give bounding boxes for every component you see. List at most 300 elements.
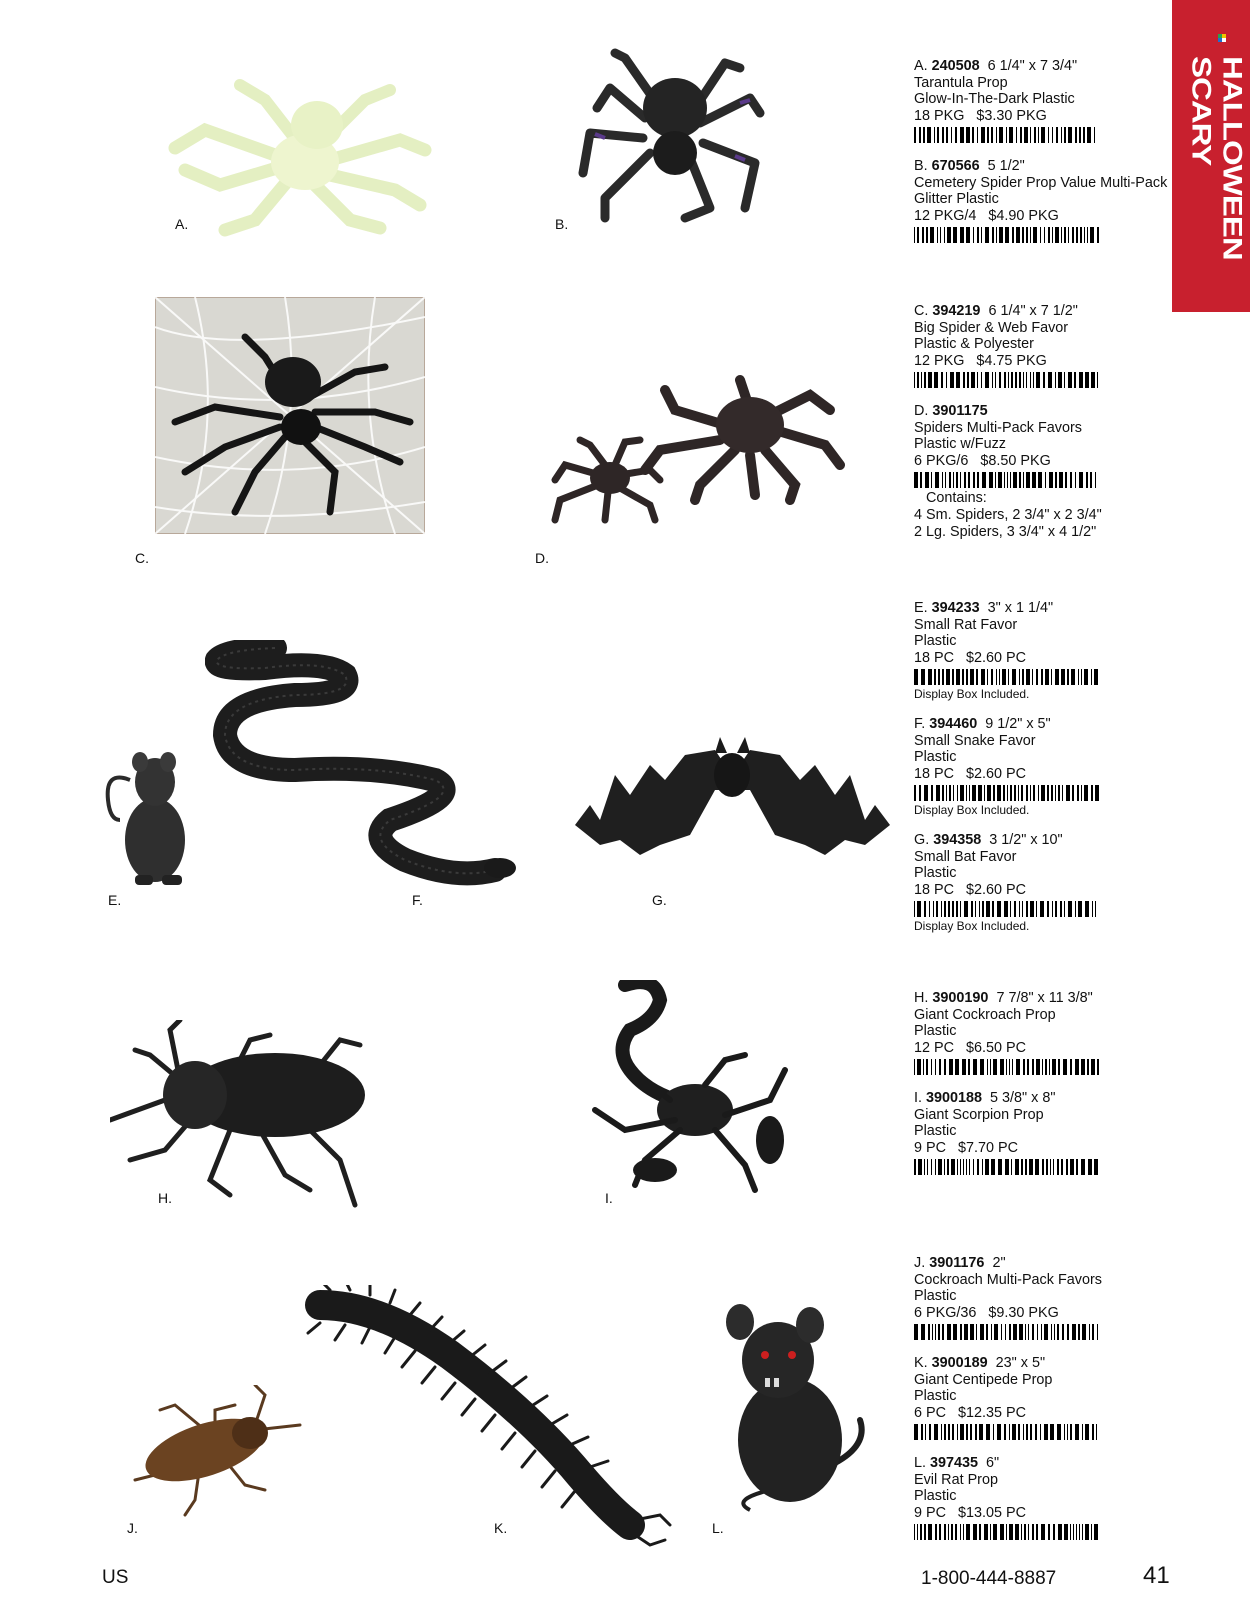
barcode-bar: [951, 127, 952, 143]
barcode-bar: [1005, 1159, 1009, 1175]
barcode-bar: [1049, 472, 1053, 488]
barcode-bar: [925, 472, 929, 488]
barcode-bar: [1070, 1424, 1072, 1440]
barcode-bar: [993, 785, 995, 801]
barcode-bar: [1030, 372, 1031, 388]
barcode-bar: [917, 372, 919, 388]
product-line: 12 PC $6.50 PC: [914, 1039, 1026, 1056]
barcode-bar: [944, 1524, 946, 1540]
barcode-bar: [1008, 372, 1009, 388]
barcode-bar: [935, 1524, 937, 1540]
barcode-bar: [1097, 1324, 1098, 1340]
image-label-d: D.: [535, 550, 549, 566]
barcode-bar: [991, 669, 993, 685]
image-label-c: C.: [135, 550, 149, 566]
barcode: [914, 127, 1102, 143]
product-sku: 670566: [931, 158, 980, 174]
contains-item: 4 Sm. Spiders, 2 3/4" x 2 3/4": [914, 506, 1102, 523]
barcode-bar: [956, 472, 958, 488]
barcode-bar: [926, 227, 928, 243]
product-l: [914, 1455, 1164, 1540]
barcode-bar: [917, 901, 921, 917]
barcode-bar: [1092, 1324, 1094, 1340]
barcode-bar: [987, 785, 991, 801]
barcode: [914, 1424, 1102, 1440]
barcode-bar: [1021, 785, 1023, 801]
barcode-bar: [946, 372, 947, 388]
barcode-bar: [1079, 372, 1083, 388]
barcode-bar: [1011, 372, 1013, 388]
barcode-bar: [1009, 127, 1013, 143]
product-letter: I.: [914, 1090, 922, 1106]
barcode-bar: [1002, 669, 1006, 685]
barcode-bar: [982, 1159, 983, 1175]
barcode-bar: [951, 1524, 953, 1540]
product-size: 3" x 1 1/4": [987, 600, 1054, 616]
product-line: 6 PKG/36 $9.30 PKG: [914, 1304, 1059, 1321]
barcode-bar: [1078, 901, 1082, 917]
product-line: 9 PC $13.05 PC: [914, 1504, 1026, 1521]
barcode-bar: [1055, 372, 1056, 388]
barcode-bar: [955, 127, 957, 143]
barcode-bar: [975, 901, 976, 917]
product-c: [914, 303, 1164, 388]
barcode-bar: [957, 785, 958, 801]
barcode-bar: [981, 227, 982, 243]
product-line: Plastic: [914, 1288, 957, 1305]
product-line: Plastic: [914, 633, 957, 650]
barcode-bar: [1026, 472, 1030, 488]
barcode-bar: [984, 785, 985, 801]
barcode-bar: [963, 372, 965, 388]
barcode-bar: [1030, 127, 1031, 143]
product-line: 12 PKG $4.75 PKG: [914, 352, 1047, 369]
small-snake-image: [205, 640, 530, 890]
barcode-bar: [995, 372, 996, 388]
product-f: [914, 716, 1164, 818]
barcode-bar: [934, 669, 936, 685]
barcode-bar: [1091, 1524, 1092, 1540]
color-dot-icon: [1218, 34, 1226, 42]
barcode-bar: [1011, 1159, 1012, 1175]
barcode-bar: [999, 669, 1000, 685]
evil-rat-image: [710, 1300, 870, 1515]
barcode-bar: [936, 785, 940, 801]
barcode-bar: [985, 227, 989, 243]
barcode-bar: [1091, 669, 1092, 685]
barcode-bar: [1078, 669, 1079, 685]
barcode-bar: [1070, 472, 1072, 488]
barcode-bar: [914, 372, 915, 388]
barcode-bar: [1010, 901, 1011, 917]
barcode-bar: [1009, 1424, 1010, 1440]
barcode-bar: [1096, 1424, 1097, 1440]
barcode-bar: [1094, 127, 1095, 143]
barcode-bar: [1006, 1524, 1007, 1540]
product-sku: 3900189: [931, 1355, 988, 1371]
image-label-h: H.: [158, 1190, 172, 1206]
barcode-bar: [1030, 227, 1031, 243]
barcode-bar: [1050, 1424, 1054, 1440]
barcode-bar: [1095, 472, 1096, 488]
barcode-bar: [985, 1159, 989, 1175]
product-i: [914, 1090, 1164, 1175]
product-letter: J.: [914, 1255, 926, 1271]
cockroach-multipack-image: [115, 1385, 305, 1520]
barcode-bar: [960, 1524, 961, 1540]
barcode-bar: [1075, 1059, 1079, 1075]
barcode-bar: [932, 1324, 933, 1340]
barcode-bar: [927, 127, 931, 143]
barcode-bar: [938, 669, 940, 685]
barcode-bar: [1061, 1159, 1063, 1175]
barcode: [914, 785, 1102, 801]
barcode-bar: [1016, 127, 1017, 143]
barcode-bar: [979, 1424, 983, 1440]
barcode-bar: [920, 1524, 922, 1540]
product-line: Plastic & Polyester: [914, 336, 1034, 353]
barcode-bar: [1067, 1324, 1069, 1340]
spider-web-image: [155, 297, 425, 534]
barcode-bar: [942, 669, 944, 685]
barcode-bar: [979, 1524, 981, 1540]
product-letter: G.: [914, 832, 930, 848]
barcode-bar: [1062, 1324, 1064, 1340]
product-note: Display Box Included.: [914, 919, 1030, 934]
barcode-bar: [962, 669, 964, 685]
barcode-bar: [1019, 472, 1021, 488]
barcode-bar: [1048, 227, 1050, 243]
barcode-bar: [928, 669, 932, 685]
barcode-bar: [1080, 227, 1082, 243]
barcode-bar: [1007, 472, 1008, 488]
barcode-bar: [928, 1524, 932, 1540]
barcode-bar: [1013, 1324, 1017, 1340]
barcode-bar: [977, 127, 978, 143]
barcode-bar: [946, 127, 948, 143]
barcode-bar: [1048, 127, 1049, 143]
barcode-bar: [1091, 785, 1093, 801]
barcode: [914, 1524, 1102, 1540]
barcode-bar: [960, 127, 964, 143]
barcode-bar: [952, 1424, 954, 1440]
barcode-bar: [1026, 785, 1028, 801]
barcode-bar: [919, 785, 921, 801]
barcode-bar: [1018, 785, 1019, 801]
barcode-bar: [1016, 1059, 1020, 1075]
product-size: 6 1/4" x 7 3/4": [987, 58, 1078, 74]
product-note: Display Box Included.: [914, 803, 1030, 818]
barcode-bar: [1038, 785, 1039, 801]
barcode-bar: [938, 1159, 942, 1175]
barcode-bar: [993, 1524, 997, 1540]
barcode-bar: [1051, 1324, 1052, 1340]
barcode-bar: [987, 127, 989, 143]
product-a: [914, 58, 1164, 143]
product-line: 12 PKG/4 $4.90 PKG: [914, 207, 1059, 224]
barcode-bar: [1087, 227, 1088, 243]
barcode-bar: [931, 1059, 932, 1075]
barcode-bar: [966, 127, 970, 143]
barcode-bar: [1012, 1059, 1013, 1075]
barcode-bar: [1076, 227, 1078, 243]
barcode-bar: [924, 1159, 925, 1175]
contains-item: 2 Lg. Spiders, 3 3/4" x 4 1/2": [914, 523, 1097, 540]
barcode-bar: [1062, 785, 1063, 801]
barcode: [914, 472, 1102, 488]
barcode-bar: [1045, 669, 1049, 685]
barcode-bar: [1059, 472, 1063, 488]
barcode-bar: [1030, 785, 1031, 801]
barcode-bar: [946, 785, 947, 801]
barcode-bar: [1087, 1059, 1089, 1075]
barcode-bar: [981, 127, 985, 143]
barcode-bar: [1041, 785, 1045, 801]
barcode-bar: [1012, 227, 1014, 243]
barcode-bar: [1019, 372, 1021, 388]
product-line: Plastic: [914, 1023, 957, 1040]
barcode-bar: [1023, 472, 1024, 488]
barcode-bar: [980, 1059, 984, 1075]
barcode-bar: [1094, 1524, 1098, 1540]
barcode-bar: [979, 901, 980, 917]
barcode-bar: [917, 1524, 918, 1540]
image-label-i: I.: [605, 1190, 613, 1206]
product-letter: C.: [914, 303, 929, 319]
barcode: [914, 227, 1102, 243]
barcode-bar: [1032, 669, 1033, 685]
barcode-bar: [998, 472, 1002, 488]
barcode-bar: [1075, 1424, 1079, 1440]
barcode-bar: [960, 785, 964, 801]
product-line: Small Snake Favor: [914, 732, 1036, 749]
barcode-bar: [1003, 785, 1005, 801]
barcode-bar: [1035, 1424, 1037, 1440]
product-line: 18 PC $2.60 PC: [914, 881, 1026, 898]
barcode-bar: [935, 472, 939, 488]
barcode-bar: [921, 669, 925, 685]
barcode-bar: [976, 669, 978, 685]
barcode-bar: [1081, 785, 1082, 801]
barcode-bar: [1090, 227, 1094, 243]
barcode-bar: [928, 372, 932, 388]
product-line: Spiders Multi-Pack Favors: [914, 419, 1082, 436]
barcode-bar: [1010, 472, 1011, 488]
barcode-bar: [964, 472, 966, 488]
barcode-bar: [1015, 372, 1017, 388]
barcode-bar: [1079, 1524, 1080, 1540]
product-line: Plastic w/Fuzz: [914, 436, 1006, 453]
barcode-bar: [1072, 1324, 1076, 1340]
barcode-bar: [1032, 1524, 1034, 1540]
barcode-bar: [975, 1424, 977, 1440]
barcode-bar: [957, 1424, 958, 1440]
barcode-bar: [1010, 785, 1012, 801]
barcode-bar: [925, 1424, 926, 1440]
barcode-bar: [1075, 127, 1077, 143]
small-rat-image: [100, 740, 195, 890]
barcode-bar: [948, 1524, 949, 1540]
barcode-bar: [966, 1159, 967, 1175]
product-sku: 394233: [931, 600, 980, 616]
giant-scorpion-image: [585, 980, 795, 1200]
barcode-bar: [997, 901, 1001, 917]
barcode-bar: [1026, 372, 1027, 388]
product-letter: F.: [914, 716, 926, 732]
barcode-bar: [931, 472, 932, 488]
barcode-bar: [921, 1424, 923, 1440]
barcode-bar: [1091, 372, 1095, 388]
barcode-bar: [1052, 227, 1053, 243]
barcode-bar: [972, 785, 976, 801]
barcode-bar: [1071, 669, 1075, 685]
barcode-bar: [919, 127, 921, 143]
barcode-bar: [993, 1059, 997, 1075]
barcode-bar: [942, 127, 944, 143]
image-label-k: K.: [494, 1520, 508, 1536]
product-line: 18 PC $2.60 PC: [914, 649, 1026, 666]
barcode-bar: [1005, 227, 1009, 243]
barcode-bar: [966, 785, 967, 801]
barcode-bar: [914, 127, 916, 143]
fuzzy-spiders-image: [550, 370, 845, 530]
image-label-l: L.: [712, 1520, 724, 1536]
barcode-bar: [966, 227, 970, 243]
product-j: [914, 1255, 1164, 1340]
product-letter: H.: [914, 990, 929, 1006]
barcode-bar: [949, 1059, 953, 1075]
barcode-bar: [956, 669, 960, 685]
barcode-bar: [1000, 1524, 1004, 1540]
barcode-bar: [982, 901, 984, 917]
barcode-bar: [956, 901, 958, 917]
product-line: Giant Scorpion Prop: [914, 1106, 1044, 1123]
barcode-bar: [1013, 472, 1017, 488]
product-sku: 397435: [930, 1455, 979, 1471]
barcode-bar: [952, 901, 954, 917]
barcode-bar: [960, 1424, 964, 1440]
barcode-bar: [973, 1159, 974, 1175]
image-label-e: E.: [108, 892, 122, 908]
barcode-bar: [1057, 1159, 1059, 1175]
barcode-bar: [1064, 372, 1065, 388]
barcode-bar: [1045, 1059, 1047, 1075]
barcode-bar: [1087, 127, 1091, 143]
product-sku: 3900188: [926, 1090, 983, 1106]
barcode-bar: [1006, 1059, 1007, 1075]
barcode-bar: [947, 1159, 949, 1175]
barcode-bar: [914, 1424, 918, 1440]
product-d: [914, 403, 1164, 540]
barcode-bar: [1030, 1424, 1032, 1440]
barcode-bar: [949, 785, 951, 801]
barcode-bar: [987, 669, 988, 685]
product-letter: D.: [914, 403, 929, 419]
barcode-bar: [956, 372, 960, 388]
barcode-bar: [1025, 1324, 1026, 1340]
barcode-bar: [937, 127, 939, 143]
barcode-bar: [924, 785, 928, 801]
product-letter: L.: [914, 1455, 927, 1471]
barcode-bar: [942, 472, 943, 488]
barcode-bar: [1058, 1059, 1060, 1075]
product-line: Glow-In-The-Dark Plastic: [914, 91, 1075, 108]
barcode-bar: [1079, 472, 1083, 488]
barcode-bar: [957, 1159, 958, 1175]
product-size: 5 3/8" x 8": [990, 1090, 1056, 1106]
product-b: [914, 158, 1168, 243]
barcode-bar: [939, 1059, 941, 1075]
barcode-bar: [949, 472, 951, 488]
barcode-bar: [1037, 1324, 1038, 1340]
barcode-bar: [960, 901, 961, 917]
barcode-bar: [1068, 372, 1072, 388]
product-line: Plastic: [914, 865, 957, 882]
barcode-bar: [1038, 472, 1042, 488]
barcode-bar: [976, 1324, 977, 1340]
barcode-bar: [964, 901, 968, 917]
barcode-bar: [1097, 227, 1099, 243]
barcode-bar: [952, 669, 954, 685]
barcode-bar: [924, 1524, 926, 1540]
barcode-bar: [953, 1324, 957, 1340]
barcode-bar: [969, 785, 970, 801]
product-size: 3 1/2" x 10": [989, 832, 1063, 848]
barcode-bar: [986, 1424, 990, 1440]
phone-number: 1-800-444-8887: [921, 1568, 1057, 1589]
barcode-bar: [1022, 901, 1023, 917]
barcode-bar: [948, 901, 950, 917]
barcode-bar: [1024, 127, 1028, 143]
barcode-bar: [946, 669, 950, 685]
barcode-bar: [1094, 1159, 1098, 1175]
barcode-bar: [960, 1159, 961, 1175]
image-label-j: J.: [127, 1520, 138, 1536]
barcode-bar: [929, 1424, 931, 1440]
barcode-bar: [931, 1159, 932, 1175]
barcode-bar: [1016, 227, 1020, 243]
barcode-bar: [1009, 1059, 1010, 1075]
barcode-bar: [948, 1424, 950, 1440]
barcode-bar: [1032, 1059, 1034, 1075]
barcode-bar: [1053, 1524, 1055, 1540]
barcode-bar: [1044, 1324, 1048, 1340]
barcode-bar: [991, 127, 993, 143]
barcode-bar: [966, 1424, 968, 1440]
product-line: 6 PKG/6 $8.50 PKG: [914, 452, 1051, 469]
barcode-bar: [1034, 127, 1036, 143]
barcode-bar: [1072, 227, 1074, 243]
barcode-bar: [937, 227, 938, 243]
page-number: 41: [1143, 1562, 1170, 1589]
barcode-bar: [914, 785, 916, 801]
barcode-bar: [1035, 1159, 1039, 1175]
product-line: Small Bat Favor: [914, 848, 1017, 865]
barcode-bar: [1085, 901, 1089, 917]
barcode-bar: [1085, 1424, 1089, 1440]
barcode-bar: [1090, 472, 1092, 488]
product-line: Glitter Plastic: [914, 191, 999, 208]
barcode-bar: [1075, 901, 1076, 917]
barcode-bar: [1026, 901, 1028, 917]
barcode-bar: [914, 472, 918, 488]
barcode-bar: [1068, 227, 1069, 243]
image-label-f: F.: [412, 892, 423, 908]
barcode-bar: [1063, 1059, 1067, 1075]
barcode-bar: [930, 227, 934, 243]
barcode-bar: [1038, 127, 1039, 143]
barcode-bar: [1055, 669, 1059, 685]
